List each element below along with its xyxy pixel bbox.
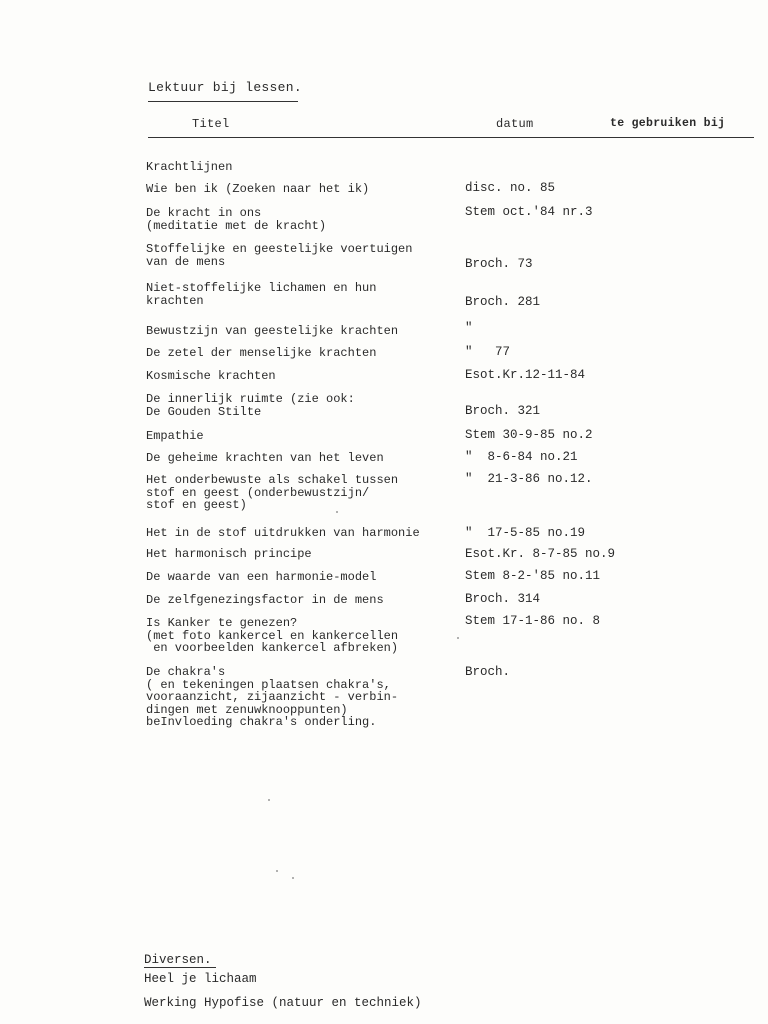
entry-date: Broch. 321 [465,404,541,418]
entry-title: Krachtlijnen [146,160,233,174]
entry-title: Bewustzijn van geestelijke krachten [146,324,399,338]
entry-date: " 21-3-86 no.12. [465,472,593,486]
entry-date: Stem 30-9-85 no.2 [465,428,593,442]
scan-speck [292,877,294,879]
list-item: Werking Hypofise (natuur en techniek) [144,996,422,1010]
entry-title: De geheime krachten van het leven [146,451,384,465]
scan-speck [268,799,270,801]
entry-date: Esot.Kr. 8-7-85 no.9 [465,547,616,561]
header-rule [148,137,754,138]
entry-date: Broch. 281 [465,295,541,309]
entry-title: Het in de stof uitdrukken van harmonie [146,526,420,540]
entry-date: " [465,321,473,335]
entry-title: De chakra's ( en tekeningen plaatsen chakra's, vooraanzicht, zijaanzicht - verbin- dingen met zenuwknooppunten) beInvloeding chakra's onderling. [146,665,399,729]
entry-date: disc. no. 85 [465,181,556,195]
entry-title: Het harmonisch principe [146,547,312,561]
entry-title: De zelfgenezingsfactor in de mens [146,593,384,607]
entry-date: " 8-6-84 no.21 [465,450,578,464]
section-title-diversen: Diversen. [144,953,212,967]
scan-speck [457,637,459,639]
entry-title: Stoffelijke en geestelijke voertuigen van de mens [146,242,413,269]
entry-title: Wie ben ik (Zoeken naar het ik) [146,182,370,196]
entry-title: De waarde van een harmonie-model [146,570,377,584]
entry-title: De innerlijk ruimte (zie ook: De Gouden Stilte [146,392,355,419]
column-header-datum: datum [496,117,534,131]
column-header-te-gebruiken-bij: te gebruiken bij [610,117,726,130]
entry-title: De kracht in ons (meditatie met de kracht) [146,206,327,233]
entry-title: Kosmische krachten [146,369,276,383]
entry-date: " 17-5-85 no.19 [465,526,586,540]
entry-date: " 77 [465,345,511,359]
page-title: Lektuur bij lessen. [148,80,302,95]
entry-date: Broch. 314 [465,592,541,606]
title-underline [148,101,298,102]
entry-title: Is Kanker te genezen? (met foto kankercel en kankercellen en voorbeelden kankercel afbreken) [146,616,399,655]
scan-speck [336,511,338,513]
entry-date: Broch. 73 [465,257,533,271]
list-item: Heel je lichaam [144,972,257,986]
section-underline [144,967,216,968]
entry-title: Niet-stoffelijke lichamen en hun krachten [146,281,377,308]
entry-date: Stem 8-2-'85 no.11 [465,569,601,583]
scan-speck [276,870,278,872]
entry-date: Esot.Kr.12-11-84 [465,368,586,382]
entry-title: De zetel der menselijke krachten [146,346,377,360]
entry-date: Stem 17-1-86 no. 8 [465,614,601,628]
entry-date: Stem oct.'84 nr.3 [465,205,593,219]
entry-title: Het onderbewuste als schakel tussen stof en geest (onderbewustzijn/ stof en geest) [146,473,399,512]
entry-date: Broch. [465,665,511,679]
entry-title: Empathie [146,429,204,443]
column-header-titel: Titel [192,117,230,131]
